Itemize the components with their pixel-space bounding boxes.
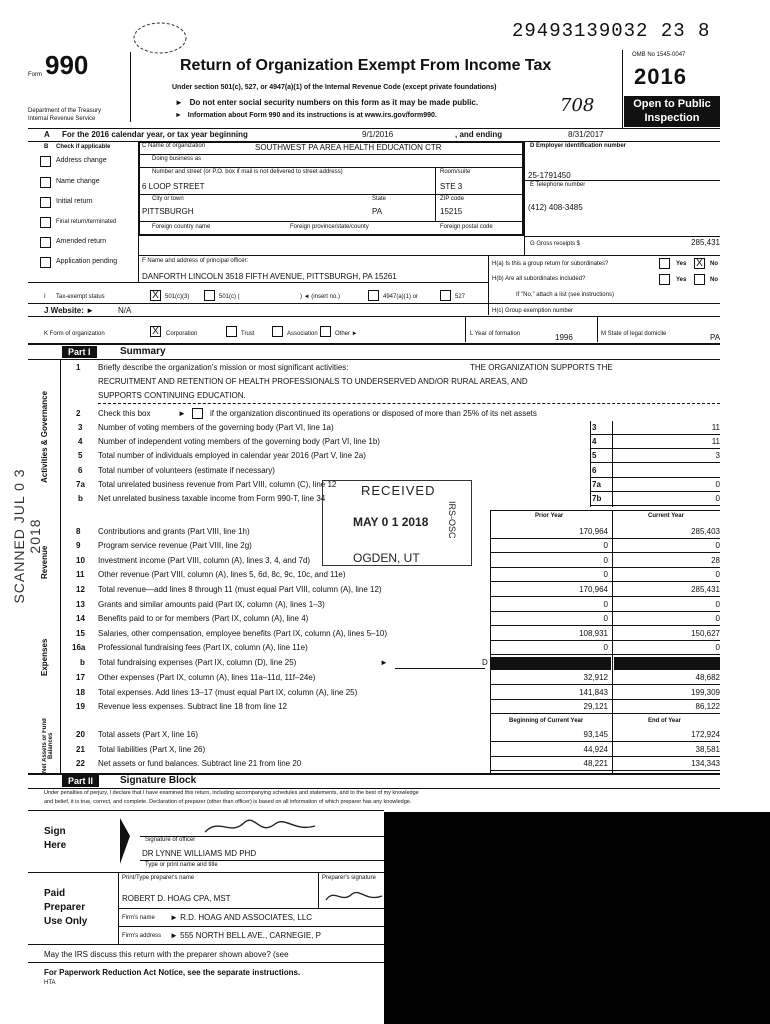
gov-line-box: 6 — [592, 466, 597, 475]
revenue-line-rule — [490, 567, 720, 568]
shaded-cell-prior — [491, 657, 611, 670]
status-insert-label: ) ◄ (insert no.) — [300, 294, 340, 300]
expense-line-rule — [490, 684, 720, 685]
state-domicile-value: PA — [710, 333, 721, 342]
firm-name-value: R.D. HOAG AND ASSOCIATES, LLC — [180, 913, 313, 922]
phone-label: E Telephone number — [530, 182, 586, 188]
expense-line-rule — [490, 654, 720, 655]
line16b-d: D — [482, 658, 488, 667]
revenue-line-num: 10 — [76, 556, 85, 565]
section-b-text: Check if applicable — [56, 144, 111, 150]
redaction-block — [384, 812, 770, 1024]
form-of-org-label: K Form of organization — [44, 331, 105, 337]
type-name-label: Type or print name and title — [145, 862, 218, 868]
part1-title: Summary — [120, 346, 166, 357]
state-value: PA — [372, 207, 383, 216]
city-label: City or town — [152, 196, 184, 202]
line1-cont1: RECRUITMENT AND RETENTION OF HEALTH PROFESSIONALS TO UNDERSERVED AND/OR RURAL AREAS, AND — [98, 377, 528, 386]
net-line-rule — [490, 741, 720, 742]
subordinates-note: If "No," attach a list (see instructions) — [516, 292, 614, 298]
arrow-icon: ► — [380, 658, 388, 667]
address-change-label: Address change — [56, 157, 107, 164]
received-text: RECEIVED — [361, 483, 436, 498]
group-return-question: H(a) Is this a group return for subordinates? — [492, 261, 609, 267]
org-corporation-label: Corporation — [166, 331, 198, 337]
expense-line-text: Salaries, other compensation, employee benefits (Part IX, column (A), lines 5–10) — [98, 629, 388, 638]
website-label: J Website: ► — [44, 306, 95, 315]
form-title: Return of Organization Exempt From Income Tax — [180, 57, 552, 74]
net-line-rule — [490, 756, 720, 757]
document-id: 29493139032 23 8 — [512, 20, 711, 42]
gov-line-rule — [590, 505, 720, 506]
group-return-yes-checkbox[interactable] — [659, 258, 670, 269]
gov-line-text: Total unrelated business revenue from Part VIII, column (C), line 12 — [98, 480, 337, 489]
expense-line-text: Benefits paid to or for members (Part IX, column (A), line 4) — [98, 614, 309, 623]
revenue-line-current: 285,431 — [691, 585, 720, 594]
gov-line-num: 6 — [78, 466, 83, 475]
received-stamp — [322, 480, 472, 566]
side-net-assets: Net Assets or Fund Balances — [42, 718, 54, 773]
expense-line-current: 0 — [715, 643, 720, 652]
tax-year-begin: 9/1/2016 — [362, 130, 394, 139]
tax-year-end: 8/31/2017 — [568, 130, 604, 139]
line-a-text: For the 2016 calendar year, or tax year beginning — [62, 130, 248, 139]
here-label: Here — [44, 840, 67, 851]
expense-line-rule — [490, 625, 720, 626]
gov-line-box: 5 — [592, 451, 597, 460]
foreign-country-label: Foreign country name — [152, 224, 211, 230]
expense-line-prior: 0 — [603, 600, 608, 609]
expense-line-prior: 0 — [603, 643, 608, 652]
state-domicile-label: M State of legal domicile — [601, 331, 667, 337]
expense-line-num: 15 — [76, 629, 85, 638]
year-formation-label: L Year of formation — [470, 331, 521, 337]
org-other-checkbox[interactable] — [320, 326, 331, 337]
col-current-year: Current Year — [648, 513, 684, 519]
year-formation-value: 1996 — [555, 333, 573, 342]
sign-label: Sign — [44, 826, 66, 837]
line16b-num: b — [80, 658, 85, 667]
gov-box-rule — [612, 421, 613, 507]
gov-line-num: 5 — [78, 451, 83, 460]
revenue-line-rule — [490, 538, 720, 539]
gov-line-text: Total number of individuals employed in calendar year 2016 (Part V, line 2a) — [98, 451, 366, 460]
subordinates-no-checkbox[interactable] — [694, 274, 705, 285]
arrow-icon: ► — [170, 931, 178, 940]
expense-line-current: 199,309 — [691, 688, 720, 697]
org-trust-label: Trust — [241, 331, 255, 337]
gov-line-box: 7a — [592, 480, 601, 489]
net-line-text: Total assets (Part X, line 16) — [98, 730, 199, 739]
net-line-num: 21 — [76, 745, 85, 754]
tax-exempt-status-label: Tax-exempt status — [56, 294, 105, 300]
expense-line-rule — [490, 699, 720, 700]
checkbox-name-change[interactable] — [40, 177, 51, 188]
line2-text-b: if the organization discontinued its operations or disposed of more than 25% of its net assets — [210, 409, 537, 418]
gov-line-num: 7a — [76, 480, 85, 489]
penalties-line-1: Under penalties of perjury, I declare that I have examined this return, including accompanying schedules and statements, and to the best of my knowledge — [44, 790, 419, 796]
expense-line-text: Grants and similar amounts paid (Part IX, column (A), lines 1–3) — [98, 600, 325, 609]
gov-line-rule — [590, 462, 720, 463]
and-ending-text: , and ending — [455, 130, 503, 139]
expense-line-rule — [490, 611, 720, 612]
gov-line-value: 11 — [711, 437, 720, 446]
expense-line-num: 18 — [76, 688, 85, 697]
expense-line-num: 14 — [76, 614, 85, 623]
revenue-line-text: Program service revenue (Part VIII, line 2g) — [98, 541, 252, 550]
hta-label: HTA — [44, 980, 56, 986]
gov-line-rule — [590, 434, 720, 435]
form-label: Form — [28, 72, 42, 78]
revenue-line-text: Total revenue—add lines 8 through 11 (must equal Part VIII, column (A), line 12) — [98, 585, 382, 594]
circle-stamp-mark — [130, 18, 190, 58]
ssn-notice-text: Do not enter social security numbers on this form as it may be made public. — [189, 98, 479, 107]
form-subtitle: Under section 501(c), 527, or 4947(a)(1) of the Internal Revenue Code (except private foundations) — [172, 84, 497, 91]
revenue-line-text: Contributions and grants (Part VIII, line 1h) — [98, 527, 250, 536]
revenue-line-text: Other revenue (Part VIII, column (A), lines 5, 6d, 8c, 9c, 10c, and 11e) — [98, 570, 346, 579]
gross-receipts-label: G Gross receipts $ — [530, 241, 581, 247]
info-notice — [175, 112, 437, 119]
firm-name — [170, 913, 312, 922]
expense-line-num: 19 — [76, 702, 85, 711]
revenue-line-rule — [490, 552, 720, 553]
dba-label: Doing business as — [152, 156, 202, 162]
paid-label: Paid — [44, 888, 66, 899]
net-line-prior: 48,221 — [583, 759, 608, 768]
ein-label: D Employer identification number — [530, 143, 627, 149]
subordinates-yes-checkbox[interactable] — [659, 274, 670, 285]
received-date: MAY 0 1 2018 — [353, 515, 429, 529]
revenue-line-prior: 170,964 — [579, 527, 608, 536]
expense-line-current: 0 — [715, 614, 720, 623]
org-name-label: C Name of organization — [142, 143, 206, 149]
group-return-yes-label: Yes — [676, 261, 687, 267]
gov-line-value: 0 — [715, 480, 720, 489]
revenue-line-prior: 0 — [603, 570, 608, 579]
expense-line-text: Other expenses (Part IX, column (A), lines 11a–11d, 11f–24e) — [98, 673, 316, 682]
expense-line-text: Total expenses. Add lines 13–17 (must equal Part IX, column (A), line 25) — [98, 688, 358, 697]
gov-line-text: Number of voting members of the governing body (Part VI, line 1a) — [98, 423, 334, 432]
line-a-label: A — [44, 130, 50, 139]
firm-address-value: 555 NORTH BELL AVE., CARNEGIE, P — [180, 931, 321, 940]
arrow-icon: ► — [178, 409, 186, 418]
triangle-icon: ► — [175, 112, 182, 119]
street-label: Number and street (or P.O. box if mail is not delivered to street address) — [152, 169, 343, 175]
officer-name: DR LYNNE WILLIAMS MD PHD — [142, 849, 257, 858]
sign-bracket-icon — [118, 816, 132, 866]
side-revenue: Revenue — [40, 545, 49, 580]
section-b-title — [44, 144, 110, 150]
group-return-no-label: No — [710, 261, 718, 267]
expense-line-prior: 0 — [603, 614, 608, 623]
org-association-label: Association — [287, 331, 318, 337]
gov-line-num: b — [78, 494, 83, 503]
phone-value: (412) 408-3485 — [528, 203, 583, 212]
omb-number: OMB No 1545-0047 — [632, 52, 686, 58]
checkbox-final-return[interactable] — [40, 217, 51, 228]
gross-receipts-value: 285,431 — [691, 238, 720, 247]
expense-line-rule — [490, 640, 720, 641]
gov-line-value: 0 — [715, 494, 720, 503]
group-exemption-label: H(c) Group exemption number — [492, 308, 574, 314]
line2-text-a: Check this box — [98, 409, 151, 418]
revenue-line-rule — [490, 581, 720, 582]
paperwork-notice: For Paperwork Reduction Act Notice, see the separate instructions. — [44, 968, 301, 977]
expense-line-rule — [490, 713, 720, 714]
expense-line-prior: 108,931 — [579, 629, 608, 638]
col-end-year: End of Year — [648, 718, 681, 724]
ssn-notice — [175, 98, 478, 107]
final-return-label: Final return/terminated — [56, 219, 117, 225]
net-line-current: 38,581 — [695, 745, 720, 754]
firm-address-label: Firm's address — [122, 933, 162, 939]
subordinates-no-label: No — [710, 277, 718, 283]
net-line-num: 22 — [76, 759, 85, 768]
street-value: 6 LOOP STREET — [142, 182, 205, 191]
org-name: SOUTHWEST PA AREA HEALTH EDUCATION CTR — [255, 143, 442, 152]
gov-line-rule — [590, 491, 720, 492]
org-trust-checkbox[interactable] — [226, 326, 237, 337]
name-change-label: Name change — [56, 178, 100, 185]
status-4947-label: 4947(a)(1) or — [383, 294, 419, 300]
inspection-text: Inspection — [644, 112, 700, 124]
net-line-num: 20 — [76, 730, 85, 739]
officer-sig-label: Signature of officer — [145, 837, 196, 843]
group-return-no-checkbox[interactable]: X — [694, 258, 705, 269]
gov-line-text: Net unrelated business taxable income from Form 990-T, line 34 — [98, 494, 326, 503]
revenue-line-prior: 170,964 — [579, 585, 608, 594]
expense-line-num: 13 — [76, 600, 85, 609]
subordinates-question: H(b) Are all subordinates included? — [492, 276, 586, 282]
org-other-label: Other ► — [335, 331, 358, 337]
status-501c3-label: 501(c)(3) — [165, 294, 190, 300]
line16b-text: Total fundraising expenses (Part IX, column (D), line 25) — [98, 658, 297, 667]
side-activities-governance: Activities & Governance — [40, 390, 49, 484]
gov-line-value: 3 — [715, 451, 720, 460]
gov-line-rule — [590, 448, 720, 449]
expense-line-current: 86,122 — [695, 702, 720, 711]
gov-line-rule — [590, 477, 720, 478]
info-notice-text: Information about Form 990 and its instructions is at www.irs.gov/form990. — [187, 112, 437, 119]
net-line-text: Total liabilities (Part X, line 26) — [98, 745, 206, 754]
net-line-prior: 44,924 — [583, 745, 608, 754]
discuss-question: May the IRS discuss this return with the preparer shown above? (see — [44, 950, 289, 959]
net-line-rule — [490, 770, 720, 771]
arrow-icon: ► — [170, 913, 178, 922]
checkbox-initial-return[interactable] — [40, 197, 51, 208]
net-line-text: Net assets or fund balances. Subtract line 21 from line 20 — [98, 759, 302, 768]
part2-label: Part II — [62, 775, 99, 787]
state-label: State — [372, 196, 387, 202]
firm-address — [170, 931, 321, 940]
handwritten-708: 708 — [560, 95, 595, 116]
part2-title: Signature Block — [120, 775, 197, 786]
gov-line-value: 11 — [711, 423, 720, 432]
principal-officer-value: DANFORTH LINCOLN 3518 FIFTH AVENUE, PITTSBURGH, PA 15261 — [142, 272, 397, 281]
status-527-checkbox[interactable] — [440, 290, 451, 301]
status-4947-checkbox[interactable] — [368, 290, 379, 301]
firm-name-label: Firm's name — [122, 915, 155, 921]
room-label: Room/suite — [440, 169, 471, 175]
org-association-checkbox[interactable] — [272, 326, 283, 337]
revenue-line-current: 285,403 — [691, 527, 720, 536]
part1-label: Part I — [62, 346, 97, 358]
dept-line-2: Internal Revenue Service — [28, 116, 96, 122]
section-b-label: B — [44, 144, 49, 150]
revenue-line-rule — [490, 596, 720, 597]
status-501c3-checkbox[interactable]: X — [150, 290, 161, 301]
use-only-label: Use Only — [44, 916, 88, 927]
net-line-current: 172,924 — [691, 730, 720, 739]
dept-line-1: Department of the Treasury — [28, 108, 102, 114]
expense-line-text: Revenue less expenses. Subtract line 18 from line 12 — [98, 702, 287, 711]
preparer-label: Preparer — [44, 902, 86, 913]
gov-box-rule — [590, 421, 591, 507]
line1-value: THE ORGANIZATION SUPPORTS THE — [470, 363, 613, 372]
gov-line-num: 4 — [78, 437, 83, 446]
application-pending-label: Application pending — [56, 258, 118, 265]
expense-line-text: Professional fundraising fees (Part IX, column (A), line 11e) — [98, 643, 308, 652]
revenue-line-prior: 0 — [603, 541, 608, 550]
penalties-line-2: and belief, it is true, correct, and complete. Declaration of preparer (other than officer) is based on all information of which preparer has any knowledge. — [44, 799, 412, 805]
preparer-sig-label: Preparer's signature — [322, 875, 376, 881]
status-527-label: 527 — [455, 294, 466, 300]
gov-line-box: 3 — [592, 423, 597, 432]
shaded-cell-current — [614, 657, 720, 670]
line1-text: Briefly describe the organization's mission or most significant activities: — [98, 363, 349, 372]
preparer-name-label: Print/Type preparer's name — [122, 875, 195, 881]
col-beginning: Beginning of Current Year — [509, 718, 584, 724]
revenue-line-text: Investment income (Part VIII, column (A), lines 3, 4, and 7d) — [98, 556, 311, 565]
city-value: PITTSBURGH — [142, 207, 194, 216]
triangle-icon: ► — [175, 98, 183, 107]
open-public-box — [624, 96, 720, 127]
room-value: STE 3 — [440, 182, 463, 191]
website-value: N/A — [118, 306, 132, 315]
expense-line-current: 0 — [715, 600, 720, 609]
line1-num: 1 — [76, 363, 81, 372]
status-501c-label: 501(c) ( — [219, 294, 240, 300]
subordinates-yes-label: Yes — [676, 277, 687, 283]
tax-year: 2016 — [634, 64, 687, 89]
expense-line-current: 150,627 — [691, 629, 720, 638]
principal-officer-label: F Name and address of principal officer: — [142, 258, 249, 264]
side-expenses: Expenses — [40, 638, 49, 677]
revenue-line-num: 11 — [76, 570, 85, 579]
ein-value: 25-1791450 — [528, 171, 571, 180]
revenue-line-num: 8 — [76, 527, 81, 536]
expense-line-num: 16a — [72, 643, 86, 652]
expense-line-current: 48,682 — [695, 673, 720, 682]
scanned-stamp: SCANNED JUL 0 3 2018 — [11, 468, 43, 604]
initial-return-label: Initial return — [56, 198, 93, 205]
expense-line-prior: 141,843 — [579, 688, 608, 697]
expense-line-num: 17 — [76, 673, 85, 682]
received-city: OGDEN, UT — [353, 551, 420, 565]
foreign-province-label: Foreign province/state/county — [290, 224, 369, 230]
zip-value: 15215 — [440, 207, 463, 216]
foreign-postal-label: Foreign postal code — [440, 224, 493, 230]
zip-label: ZIP code — [440, 196, 464, 202]
line1-cont2: SUPPORTS CONTINUING EDUCATION. — [98, 391, 246, 400]
revenue-line-current: 0 — [715, 570, 720, 579]
revenue-line-num: 9 — [76, 541, 81, 550]
preparer-signature — [322, 886, 384, 906]
form-number: 990 — [45, 50, 89, 80]
revenue-line-current: 28 — [711, 556, 720, 565]
line2-num: 2 — [76, 409, 81, 418]
open-public-text: Open to Public — [633, 98, 711, 110]
preparer-name: ROBERT D. HOAG CPA, MST — [122, 894, 231, 903]
revenue-line-num: 12 — [76, 585, 85, 594]
line2-checkbox[interactable] — [192, 408, 203, 419]
revenue-line-prior: 0 — [603, 556, 608, 565]
received-code: IRS-OSC — [447, 501, 457, 539]
net-line-current: 134,343 — [691, 759, 720, 768]
expense-line-prior: 29,121 — [583, 702, 608, 711]
status-501c-checkbox[interactable] — [204, 290, 215, 301]
expense-line-prior: 32,912 — [583, 673, 608, 682]
col-prior-year: Prior Year — [535, 513, 564, 519]
gov-line-text: Total number of volunteers (estimate if necessary) — [98, 466, 275, 475]
net-line-prior: 93,145 — [583, 730, 608, 739]
org-corporation-checkbox[interactable]: X — [150, 326, 161, 337]
checkbox-application-pending[interactable] — [40, 257, 51, 268]
gov-line-box: 7b — [592, 494, 602, 503]
checkbox-address-change[interactable] — [40, 156, 51, 167]
gov-line-num: 3 — [78, 423, 83, 432]
gov-line-text: Number of independent voting members of the governing body (Part VI, line 1b) — [98, 437, 380, 446]
amended-return-label: Amended return — [56, 238, 107, 245]
gov-line-box: 4 — [592, 437, 597, 446]
line-i-label: I — [44, 294, 46, 300]
checkbox-amended-return[interactable] — [40, 237, 51, 248]
revenue-line-current: 0 — [715, 541, 720, 550]
